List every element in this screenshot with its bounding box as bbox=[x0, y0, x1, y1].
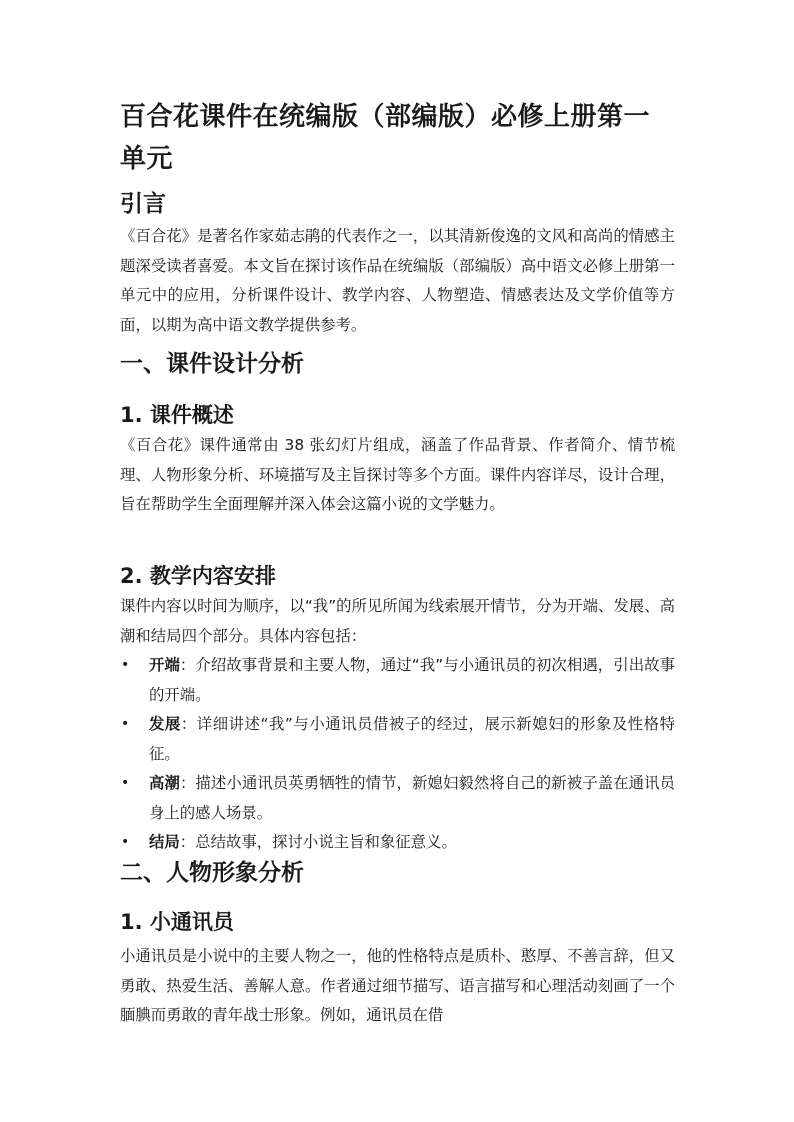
intro-paragraph: 《百合花》是著名作家茹志鹃的代表作之一，以其清新俊逸的文风和高尚的情感主题深受读者喜爱。本文旨在探讨该作品在统编版（部编版）高中语文必修上册第一单元中的应用，分析课件设计、教学内容、人物塑造、情感表达及文学价值等方面，以期为高中语文教学提供参考。 bbox=[120, 227, 675, 334]
bullet-icon: • bbox=[121, 716, 130, 732]
list-item bbox=[120, 828, 675, 858]
list-item-desc: ：总结故事，探讨小说主旨和象征意义。 bbox=[179, 833, 457, 851]
list-item-term: 结局 bbox=[149, 833, 180, 851]
section1-sub2-paragraph: 课件内容以时间为顺序，以“我”的所见所闻为线索展开情节，分为开端、发展、高潮和结局四个部分。具体内容包括： bbox=[120, 597, 675, 645]
bullet-icon: • bbox=[121, 775, 130, 791]
section1-sub2-heading: 2. 教学内容安排 bbox=[120, 564, 276, 588]
list-item-term: 开端 bbox=[149, 656, 180, 674]
list-item-term: 发展 bbox=[149, 715, 181, 733]
document-title: 百合花课件在统编版（部编版）必修上册第一单元 bbox=[120, 102, 651, 174]
bullet-icon: • bbox=[121, 834, 130, 850]
list-item bbox=[120, 769, 675, 828]
section2-sub1-heading: 1. 小通讯员 bbox=[120, 910, 234, 934]
plot-structure-list bbox=[120, 651, 675, 858]
list-item bbox=[120, 651, 675, 710]
list-item bbox=[120, 710, 675, 769]
list-item-desc: ：介绍故事背景和主要人物，通过“我”与小通讯员的初次相遇，引出故事的开端。 bbox=[149, 656, 675, 704]
intro-heading: 引言 bbox=[120, 191, 166, 217]
section1-sub1-heading: 1. 课件概述 bbox=[120, 403, 234, 427]
list-item-term: 高潮 bbox=[149, 774, 180, 792]
section1-heading: 一、课件设计分析 bbox=[120, 351, 304, 377]
list-item-desc: ：描述小通讯员英勇牺牲的情节，新媳妇毅然将自己的新被子盖在通讯员身上的感人场景。 bbox=[149, 774, 675, 822]
section2-heading: 二、人物形象分析 bbox=[120, 860, 304, 886]
section1-sub1-paragraph: 《百合花》课件通常由 38 张幻灯片组成，涵盖了作品背景、作者简介、情节梳理、人物形象分析、环境描写及主旨探讨等多个方面。课件内容详尽，设计合理，旨在帮助学生全面理解并深入体会这篇小说的文学魅力。 bbox=[120, 436, 675, 513]
section2-sub1-paragraph: 小通讯员是小说中的主要人物之一，他的性格特点是质朴、憨厚、不善言辞，但又勇敢、热爱生活、善解人意。作者通过细节描写、语言描写和心理活动刻画了一个腼腆而勇敢的青年战士形象。例如，通讯员在借 bbox=[120, 947, 675, 1024]
list-item-desc: ：详细讲述“我”与小通讯员借被子的经过，展示新媳妇的形象及性格特征。 bbox=[149, 715, 675, 763]
bullet-icon: • bbox=[121, 657, 130, 673]
